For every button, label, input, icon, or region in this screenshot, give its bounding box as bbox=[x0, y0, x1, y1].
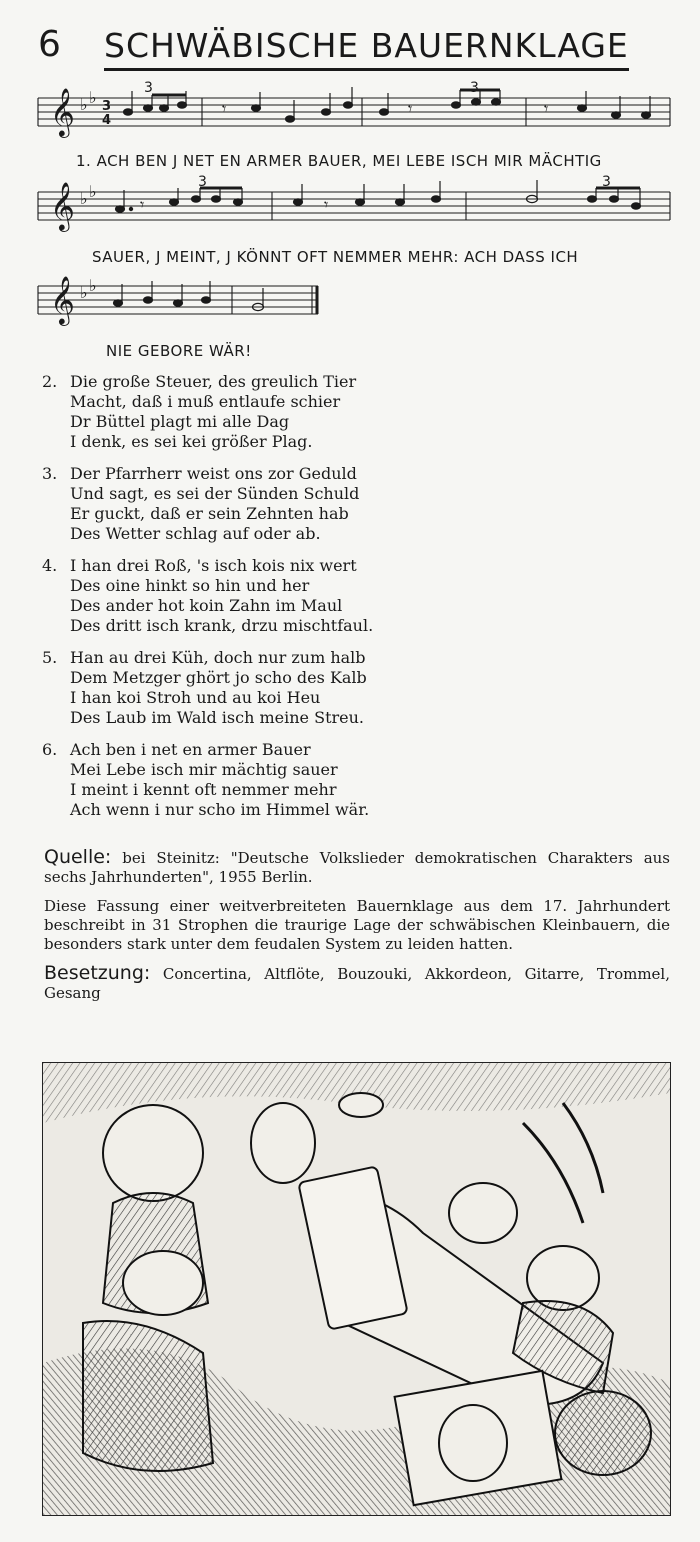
verse-line: Die große Steuer, des greulich Tier bbox=[70, 372, 357, 391]
lyric-line-3: NIE GEBORE WÄR! bbox=[106, 342, 252, 360]
lyric-line-1: 1. ACH BEN J NET EN ARMER BAUER, MEI LEBE ISCH MIR MÄCHTIG bbox=[76, 152, 602, 170]
triplet-mark: 3 bbox=[602, 174, 611, 190]
triplet-mark: 3 bbox=[198, 174, 207, 190]
music-staff-1 bbox=[36, 78, 676, 152]
source-note bbox=[44, 848, 670, 887]
verse-line: Des dritt isch krank, drzu mischtfaul. bbox=[70, 616, 374, 635]
verse-number: 4. bbox=[42, 556, 58, 575]
verse-line: Macht, daß i muß entlaufe schier bbox=[70, 392, 341, 411]
svg-text:𝄾: 𝄾 bbox=[544, 99, 549, 118]
verse-line: Ach wenn i nur scho im Himmel wär. bbox=[70, 800, 370, 819]
time-signature-bottom: 4 bbox=[102, 113, 112, 128]
music-staff-2 bbox=[36, 172, 676, 246]
verse-line: I denk, es sei kei größer Plag. bbox=[70, 432, 313, 451]
verse-number: 5. bbox=[42, 648, 58, 667]
song-title: SCHWÄBISCHE BAUERNKLAGE bbox=[104, 26, 629, 71]
triplet-mark: 3 bbox=[144, 80, 153, 96]
svg-text:𝄞: 𝄞 bbox=[50, 87, 75, 136]
svg-text:𝄾: 𝄾 bbox=[222, 99, 227, 118]
verse-line: Dr Büttel plagt mi alle Dag bbox=[70, 412, 290, 431]
song-notes bbox=[44, 848, 670, 1013]
triplet-mark: 3 bbox=[470, 80, 479, 96]
verse-line: Des oine hinkt so hin und her bbox=[70, 576, 310, 595]
music-staff-3 bbox=[36, 266, 326, 340]
verse-number: 6. bbox=[42, 740, 58, 759]
svg-text:♭: ♭ bbox=[89, 182, 97, 201]
verse-line: Han au drei Küh, doch nur zum halb bbox=[70, 648, 366, 667]
verse-2 bbox=[42, 372, 642, 452]
time-signature-top: 3 bbox=[102, 99, 112, 114]
lyric-line-2: SAUER, J MEINT, J KÖNNT OFT NEMMER MEHR: ACH DASS ICH bbox=[92, 248, 579, 266]
verse-line: I han koi Stroh und au koi Heu bbox=[70, 688, 321, 707]
verse-3 bbox=[42, 464, 642, 544]
instrumentation-text: Concertina, Altflöte, Bouzouki, Akkordeon, Gitarre, Trommel, Gesang bbox=[44, 965, 670, 1002]
source-label: Quelle: bbox=[44, 846, 112, 868]
verse-line: Des Laub im Wald isch meine Streu. bbox=[70, 708, 364, 727]
svg-text:𝄾: 𝄾 bbox=[324, 195, 329, 214]
instrumentation-label: Besetzung: bbox=[44, 962, 151, 984]
verse-number: 3. bbox=[42, 464, 58, 483]
svg-text:♭: ♭ bbox=[80, 283, 88, 302]
verse-line: Der Pfarrherr weist ons zor Geduld bbox=[70, 464, 357, 483]
instrumentation-note bbox=[44, 964, 670, 1003]
verse-number: 2. bbox=[42, 372, 58, 391]
verse-line: Des Wetter schlag auf oder ab. bbox=[70, 524, 321, 543]
verse-line: Und sagt, es sei der Sünden Schuld bbox=[70, 484, 360, 503]
verse-line: Er guckt, daß er sein Zehnten hab bbox=[70, 504, 349, 523]
svg-text:𝄾: 𝄾 bbox=[408, 99, 413, 118]
verse-line: Dem Metzger ghört jo scho des Kalb bbox=[70, 668, 367, 687]
svg-text:♭: ♭ bbox=[89, 88, 97, 107]
page-number: 6 bbox=[38, 24, 61, 65]
svg-text:♭: ♭ bbox=[89, 276, 97, 295]
svg-text:♭: ♭ bbox=[80, 189, 88, 208]
verses bbox=[42, 372, 642, 832]
svg-text:𝄞: 𝄞 bbox=[50, 181, 75, 230]
woodcut-illustration bbox=[42, 1062, 671, 1516]
verse-5 bbox=[42, 648, 642, 728]
verse-4 bbox=[42, 556, 642, 636]
verse-6 bbox=[42, 740, 642, 820]
verse-line: I han drei Roß, 's isch kois nix wert bbox=[70, 556, 357, 575]
verse-line: Des ander hot koin Zahn im Maul bbox=[70, 596, 343, 615]
svg-text:♭: ♭ bbox=[80, 95, 88, 114]
svg-text:𝄾: 𝄾 bbox=[140, 195, 145, 214]
description: Diese Fassung einer weitverbreiteten Bauernklage aus dem 17. Jahrhundert beschreibt in 31 Strophen die traurige Lage der schwäbischen Kleinbauern, die besonders stark unter dem feudalen System zu leiden hatten. bbox=[44, 897, 670, 953]
svg-text:𝄞: 𝄞 bbox=[50, 275, 75, 324]
verse-line: I meint i kennt oft nemmer mehr bbox=[70, 780, 337, 799]
verse-line: Ach ben i net en armer Bauer bbox=[70, 740, 311, 759]
verse-line: Mei Lebe isch mir mächtig sauer bbox=[70, 760, 338, 779]
source-text: bei Steinitz: "Deutsche Volkslieder demokratischen Charakters aus sechs Jahrhunderten", 1955 Berlin. bbox=[44, 849, 670, 886]
